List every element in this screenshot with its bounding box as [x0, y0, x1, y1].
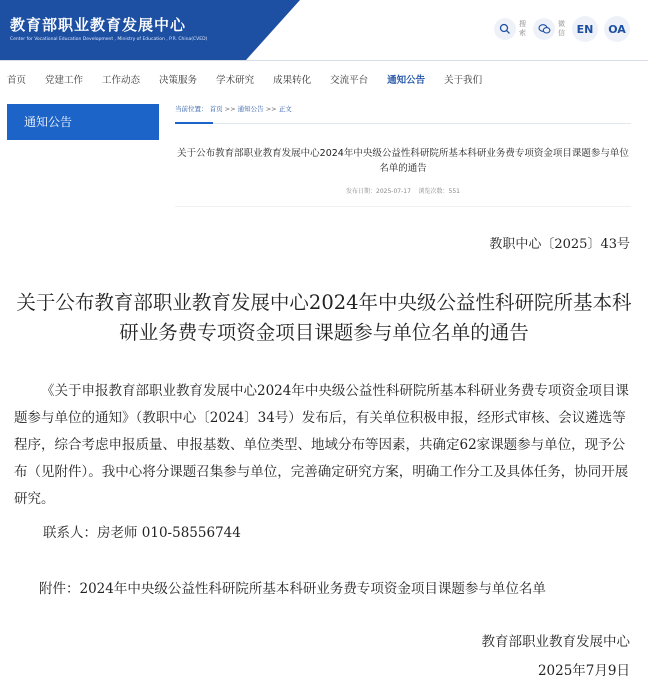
search-icon — [494, 18, 516, 40]
breadcrumb-separator: >> — [265, 105, 277, 113]
nav-item-work-news[interactable]: 工作动态 — [102, 75, 141, 86]
search-label: 搜 索 — [519, 20, 526, 37]
contact-info: 联系人：房老师 010-58556744 — [43, 525, 241, 541]
nav-item-party[interactable]: 党建工作 — [45, 75, 84, 86]
breadcrumb-underline — [175, 122, 213, 124]
signature-org: 教育部职业教育发展中心 — [481, 634, 630, 650]
nav-item-results[interactable]: 成果转化 — [273, 75, 312, 86]
wechat-label: 微 信 — [558, 20, 565, 37]
breadcrumb-separator: >> — [224, 105, 236, 113]
main-nav — [0, 64, 648, 94]
publish-date: 2025-07-17 — [376, 188, 411, 195]
nav-item-home[interactable]: 首页 — [7, 75, 27, 86]
site-logo-subtitle: Center for Vocational Education Development , Ministry of Education , P.R. China(CVED) — [10, 37, 208, 42]
views-label: 浏览次数： — [418, 188, 449, 195]
document-number: 教职中心〔2025〕43号 — [489, 237, 630, 252]
nav-item-decision[interactable]: 决策服务 — [159, 75, 198, 86]
wechat-button[interactable] — [533, 18, 566, 40]
breadcrumb-label: 当前位置： — [175, 105, 208, 113]
wechat-icon — [533, 18, 555, 40]
article-title: 关于公布教育部职业教育发展中心2024年中央级公益性科研院所基本科研业务费专项资金项目课题参与单位名单的通告 — [16, 291, 632, 344]
article-header-title: 关于公布教育部职业教育发展中心2024年中央级公益性科研院所基本科研业务费专项资金项目课题参与单位名单的通告 — [177, 148, 629, 174]
site-logo-title[interactable]: 教育部职业教育发展中心 — [10, 16, 187, 34]
breadcrumb-current: 正文 — [278, 105, 292, 113]
english-button[interactable]: EN — [572, 16, 598, 42]
site-header — [0, 0, 648, 60]
breadcrumb-divider — [175, 123, 631, 124]
breadcrumb-home[interactable]: 首页 — [209, 105, 223, 113]
nav-item-research[interactable]: 学术研究 — [216, 75, 255, 86]
meta-divider — [175, 206, 631, 207]
publish-date-label: 发布日期： — [346, 188, 377, 195]
nav-item-exchange[interactable]: 交流平台 — [330, 75, 369, 86]
article-meta — [175, 186, 631, 195]
attachment-link[interactable]: 附件：2024年中央级公益性科研院所基本科研业务费专项资金项目课题参与单位名单 — [39, 581, 546, 597]
header-divider — [0, 60, 648, 61]
article-body: 《关于申报教育部职业教育发展中心2024年中央级公益性科研院所基本科研业务费专项资金项目课题参与单位的通知》（教职中心〔2024〕34号）发布后，有关单位积极申报，经形式审核、会议遴选等程序，综合考虑申报质量、申报基数、单位类型、地域分布等因素，共确定62家课题参与单位，现予公布（见附件）。我中心将分课题召集参与单位，完善确定研究方案，明确工作分工及具体任务，协同开展研究。 — [14, 383, 629, 507]
sidebar-tab-notices[interactable]: 通知公告 — [7, 104, 159, 140]
breadcrumb-section[interactable]: 通知公告 — [237, 105, 264, 113]
search-button[interactable] — [494, 18, 527, 40]
views-count: 551 — [448, 188, 460, 195]
header-tools — [494, 16, 630, 42]
signature-date: 2025年7月9日 — [537, 663, 630, 679]
breadcrumb — [175, 104, 292, 113]
oa-button[interactable]: OA — [604, 16, 630, 42]
nav-item-about[interactable]: 关于我们 — [444, 75, 483, 86]
nav-item-notices[interactable]: 通知公告 — [387, 75, 426, 86]
